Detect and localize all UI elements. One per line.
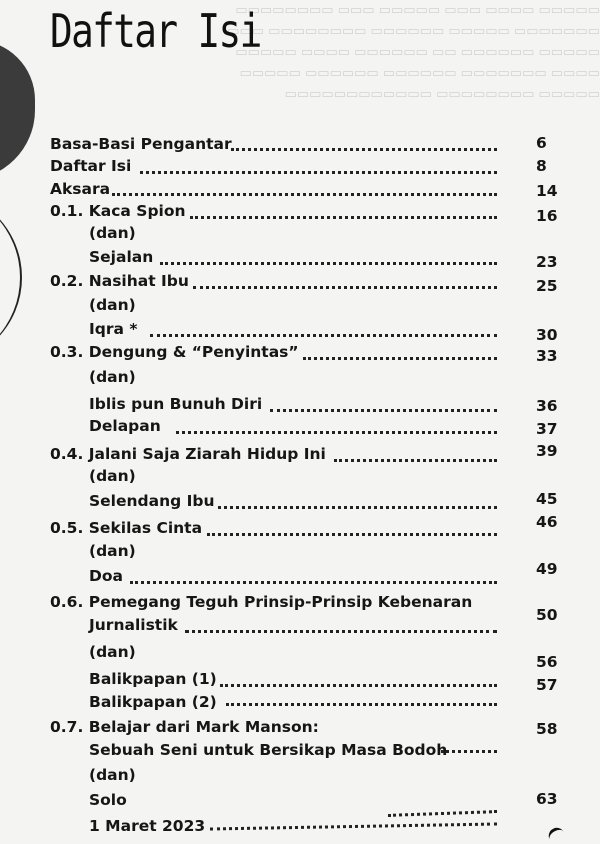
dot-leader xyxy=(140,171,497,174)
toc-page-number: 63 xyxy=(536,790,558,808)
toc-page-number: 37 xyxy=(536,420,558,438)
toc-entry[interactable] xyxy=(89,490,215,512)
dot-leader xyxy=(150,334,497,337)
toc-entry-title: Sejalan xyxy=(89,248,154,266)
toc-page-number: 25 xyxy=(536,277,558,295)
dot-leader xyxy=(218,506,497,509)
toc-entry-title: 1 Maret 2023 xyxy=(89,817,206,835)
toc-entry-title: Jurnalistik xyxy=(89,616,178,634)
toc-entry-connector: (dan) xyxy=(89,643,136,661)
toc-entry[interactable] xyxy=(50,133,232,155)
toc-entry-title: Pemegang Teguh Prinsip-Prinsip Kebenaran xyxy=(88,593,473,611)
toc-page-number: 50 xyxy=(536,606,558,624)
toc-entry[interactable] xyxy=(50,517,202,539)
toc-page-number: 16 xyxy=(536,207,558,225)
toc-entry[interactable] xyxy=(89,614,178,636)
toc-entry-number: 0.4. xyxy=(50,445,84,463)
dot-leader xyxy=(185,630,497,633)
dot-leader xyxy=(441,750,497,753)
dot-leader xyxy=(210,822,497,830)
toc-entry-title: Belajar dari Mark Manson: xyxy=(88,718,319,736)
toc-entry-number: 0.1. xyxy=(50,202,84,220)
toc-entry-connector: (dan) xyxy=(89,224,136,242)
toc-entry-title: Dengung & “Penyintas” xyxy=(88,343,299,361)
toc-entry-title: Aksara xyxy=(50,180,111,198)
toc-entry[interactable] xyxy=(89,739,447,761)
toc-page-number: 58 xyxy=(536,720,558,738)
toc-page-number: 30 xyxy=(536,326,558,344)
toc-entry[interactable] xyxy=(89,318,137,340)
toc-page-number: 23 xyxy=(536,253,558,271)
dot-leader xyxy=(226,703,497,706)
toc-entry[interactable] xyxy=(50,155,131,177)
dot-leader xyxy=(193,286,497,289)
toc-entry[interactable] xyxy=(50,443,326,465)
toc-entry-title: Doa xyxy=(89,567,123,585)
toc-entry-title: Jalani Saja Ziarah Hidup Ini xyxy=(88,445,326,463)
toc-entry[interactable] xyxy=(50,716,319,738)
toc-entry-title: Solo xyxy=(89,791,127,809)
toc-entry-title: Iblis pun Bunuh Diri xyxy=(89,395,263,413)
toc-page-number: 57 xyxy=(536,676,558,694)
dot-leader xyxy=(388,810,497,817)
toc-entry-number: 0.3. xyxy=(50,343,84,361)
dot-leader xyxy=(231,148,497,151)
toc-page-number: 49 xyxy=(536,560,558,578)
dot-leader xyxy=(220,684,497,687)
toc-page-number: 45 xyxy=(536,490,558,508)
toc-entry[interactable] xyxy=(89,393,262,415)
toc-page-number: 46 xyxy=(536,513,558,531)
toc-page-number: 6 xyxy=(536,134,547,152)
toc-page-number: 33 xyxy=(536,347,558,365)
toc-entry[interactable] xyxy=(89,789,127,811)
toc-entry-connector: (dan) xyxy=(89,368,136,386)
toc-entry[interactable] xyxy=(50,270,189,292)
dot-leader xyxy=(270,409,497,412)
toc-entry[interactable] xyxy=(89,815,205,837)
dot-leader xyxy=(176,431,497,434)
toc-entry-connector: (dan) xyxy=(89,467,136,485)
dot-leader xyxy=(112,193,497,196)
toc-entry[interactable] xyxy=(89,691,217,713)
toc-entry-connector: (dan) xyxy=(89,766,136,784)
dot-leader xyxy=(190,216,497,219)
toc-page-number: 8 xyxy=(536,157,547,175)
toc-entry-title: Nasihat Ibu xyxy=(88,272,189,290)
toc-page-number: 36 xyxy=(536,397,558,415)
dot-leader xyxy=(303,357,497,360)
dot-leader xyxy=(130,581,497,584)
toc-entry[interactable] xyxy=(89,415,161,437)
toc-entry[interactable] xyxy=(50,341,299,363)
page-title: Daftar Isi xyxy=(50,4,261,58)
toc-page-number: 56 xyxy=(536,653,558,671)
toc-entry-title: Kaca Spion xyxy=(88,202,186,220)
toc-entry-title: Sekilas Cinta xyxy=(88,519,203,537)
toc-entry-title: Balikpapan (1) xyxy=(89,670,217,688)
toc-entry-title: Basa-Basi Pengantar xyxy=(50,135,232,153)
toc-page-number: 14 xyxy=(536,182,558,200)
toc-entry-title: Selendang Ibu xyxy=(89,492,215,510)
dot-leader xyxy=(160,262,497,265)
toc-entry-number: 0.6. xyxy=(50,593,84,611)
toc-entry-title: Sebuah Seni untuk Bersikap Masa Bodoh xyxy=(89,741,448,759)
toc-entry-title: Delapan xyxy=(89,417,161,435)
toc-entry[interactable] xyxy=(89,668,217,690)
toc-entry[interactable] xyxy=(89,246,153,268)
toc-entry-title: Daftar Isi xyxy=(50,157,132,175)
toc-entry-title: Iqra * xyxy=(89,320,138,338)
toc-entry-number: 0.7. xyxy=(50,718,84,736)
toc-page-number: 39 xyxy=(536,442,558,460)
dot-leader xyxy=(334,459,497,462)
toc-entry-connector: (dan) xyxy=(89,542,136,560)
toc-entry-number: 0.2. xyxy=(50,272,84,290)
toc-entry[interactable] xyxy=(50,591,472,613)
toc-entry-number: 0.5. xyxy=(50,519,84,537)
toc-entry[interactable] xyxy=(50,200,186,222)
bleed-through-text: ▭▭▭▭▭ ▭▭▭▭ ▭▭▭ ▭▭▭▭▭ ▭▭▭ ▭▭▭▭▭▭▭▭ ▭▭▭▭▭▭▭ ▭▭▭▭▭ ▭▭▭▭▭▭ ▭▭▭▭▭▭▭▭ ▭▭▭ ▭▭▭▭▭ ▭▭▭▭▭▭ ▭▭ ▭▭▭▭▭▭ ▭▭▭▭ ▭▭▭▭▭ ▭▭▭▭ ▭▭▭▭▭▭▭ ▭▭▭▭▭▭ ▭▭▭▭▭▭ ▭▭▭▭▭ ▭▭▭▭▭ ▭▭▭▭▭▭▭▭ ▭▭▭▭▭▭▭▭▭▭▭▭ xyxy=(227,3,600,102)
dot-leader xyxy=(207,533,497,536)
toc-entry[interactable] xyxy=(89,565,123,587)
toc-entry[interactable] xyxy=(50,178,110,200)
toc-entry-title: Balikpapan (2) xyxy=(89,693,217,711)
toc-entry-connector: (dan) xyxy=(89,296,136,314)
